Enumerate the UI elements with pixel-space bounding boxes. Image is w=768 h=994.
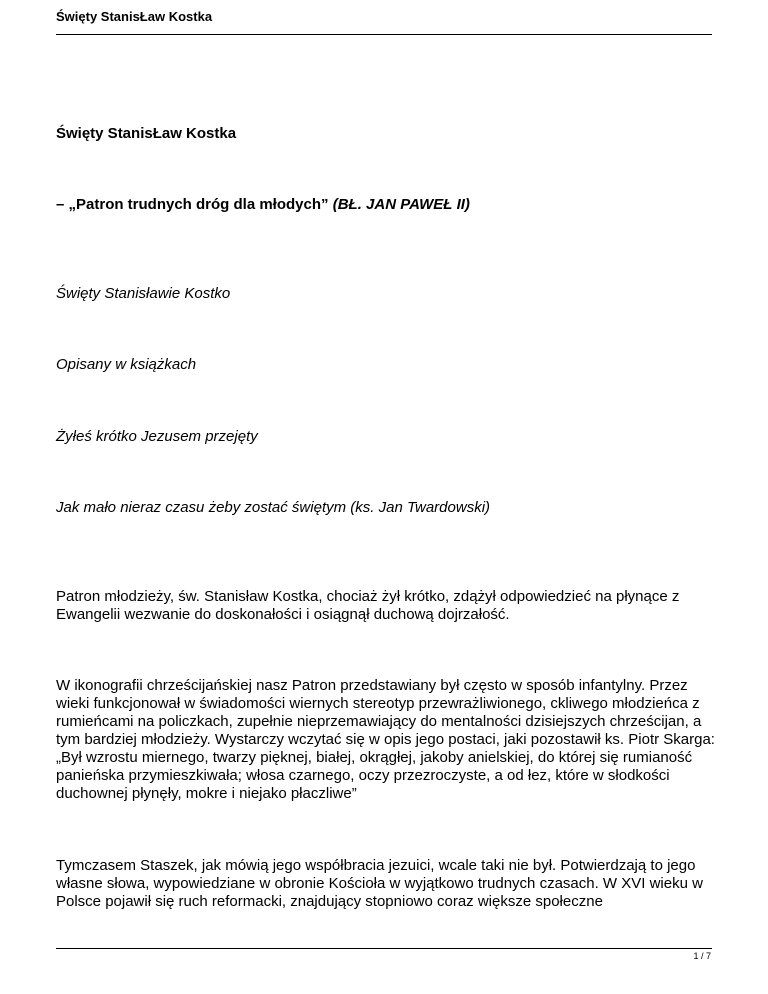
paragraph-3: Tymczasem Staszek, jak mówią jego współbracia jezuici, wcale taki nie był. Potwierdzają to jego własne słowa, wypowiedziane w obronie Kościoła w wyjątkowo trudnych czasach. W XVI wieku w Polsce pojawił się ruch reformacki, znajdujący stopniowo coraz większe społeczne bbox=[56, 857, 703, 910]
header-rule bbox=[56, 34, 712, 35]
subtitle-main: – „Patron trudnych dróg dla młodych” bbox=[56, 196, 329, 213]
footer-rule bbox=[56, 948, 712, 949]
subtitle-attribution: (BŁ. JAN PAWEŁ II) bbox=[332, 196, 470, 213]
running-header: Święty StanisŁaw Kostka bbox=[56, 9, 213, 24]
paragraph-1: Patron młodzieży, św. Stanisław Kostka, chociaż żył krótko, zdążył odpowiedzieć na płynące z Ewangelii wezwanie do doskonałości i osiągnął duchową dojrzałość. bbox=[56, 588, 680, 623]
document-subtitle bbox=[56, 196, 716, 214]
poem-line-4: Jak mało nieraz czasu żeby zostać świętym (ks. Jan Twardowski) bbox=[56, 499, 491, 516]
poem-line-3: Żyłeś krótko Jezusem przejęty bbox=[56, 428, 258, 445]
paragraph-2: W ikonografii chrześcijańskiej nasz Patron przedstawiany był często w sposób infantylny. Przez wieki funkcjonował w świadomości wiernych stereotyp przewrażliwionego, ckliwego młodzieńca z rumieńcami na policzkach, zupełnie nieprzemawiający do mentalności dzisiejszych chrześcijan, a tym bardziej młodzieży. Wystarczy wczytać się w opis jego postaci, jaki pozostawił ks. Piotr Skarga: „Był wzrostu miernego, twarzy pięknej, białej, okrągłej, jakoby anielskiej, do której się rumianość panieńska przymieszkiwała; włosa czarnego, oczy przezroczyste, a od łez, które w słodkości duchownej płynęły, mokre i niejako płaczliwe” bbox=[56, 677, 715, 802]
poem-line-1: Święty Stanisławie Kostko bbox=[56, 285, 231, 302]
document-title: Święty StanisŁaw Kostka bbox=[56, 125, 237, 142]
page-number: 1 / 7 bbox=[693, 951, 711, 961]
poem-line-2: Opisany w książkach bbox=[56, 356, 197, 373]
